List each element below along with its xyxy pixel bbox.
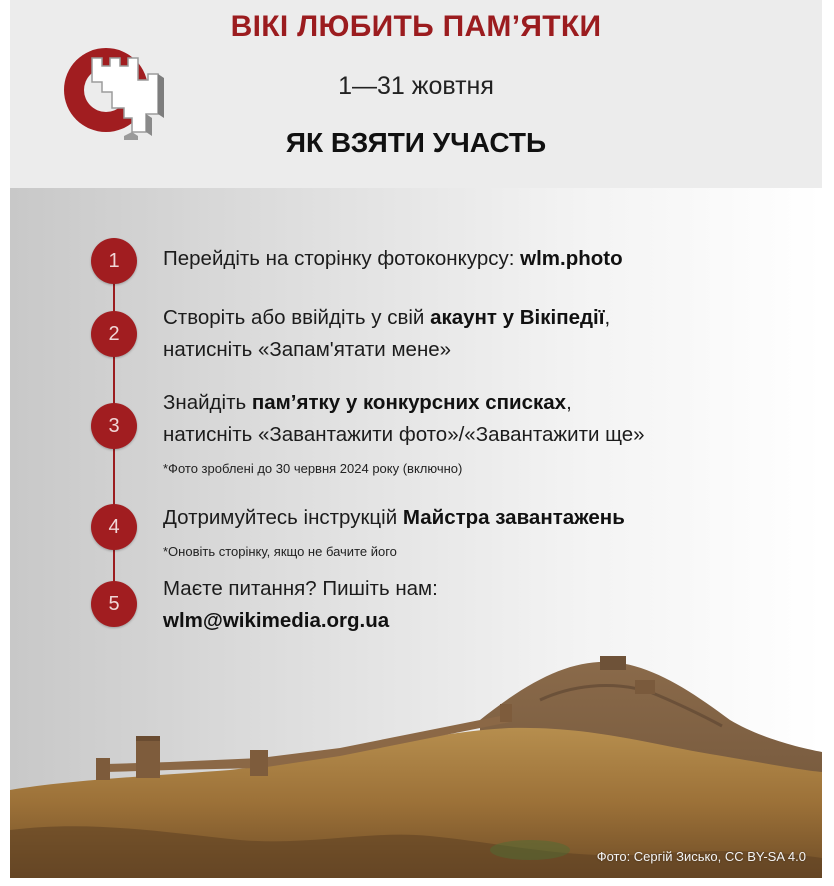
step-1-text: Перейдіть на сторінку фотоконкурсу: bbox=[163, 247, 521, 270]
step-number-1: 1 bbox=[91, 238, 137, 284]
poster-title: ВІКІ ЛЮБИТЬ ПАМ’ЯТКИ bbox=[230, 10, 602, 43]
step-number-5: 5 bbox=[91, 581, 137, 627]
step-2-bold: акаунт у Вікіпедії bbox=[430, 306, 605, 329]
header bbox=[10, 0, 822, 188]
step-4 bbox=[163, 502, 625, 566]
step-2-text: Створіть або ввійдіть у свій bbox=[163, 306, 431, 329]
step-4-text: Дотримуйтесь інструкцій bbox=[163, 506, 403, 529]
step-number-4: 4 bbox=[91, 504, 137, 550]
step-3-text: Знайдіть bbox=[163, 391, 252, 414]
step-3-line2: натисніть «Завантажити фото»/«Завантажити ще» bbox=[163, 423, 645, 446]
step-5 bbox=[163, 573, 438, 637]
contest-dates: 1—31 жовтня bbox=[338, 72, 494, 100]
step-2-suffix: , bbox=[604, 306, 611, 329]
photo-credit: Фото: Сергій Зисько, CC BY-SA 4.0 bbox=[596, 849, 806, 864]
step-5-text: Маєте питання? Пишіть нам: bbox=[163, 577, 438, 600]
section-heading: ЯК ВЗЯТИ УЧАСТЬ bbox=[285, 127, 547, 158]
step-2-line2: натисніть «Запам'ятати мене» bbox=[163, 338, 452, 361]
contact-email[interactable]: wlm@wikimedia.org.ua bbox=[163, 609, 390, 632]
fortress-photo bbox=[10, 640, 822, 878]
step-1 bbox=[163, 243, 623, 275]
step-3 bbox=[163, 387, 645, 483]
step-3-suffix: , bbox=[566, 391, 572, 414]
step-3-note: *Фото зроблені до 30 червня 2024 року (включно) bbox=[163, 461, 463, 476]
step-4-note: *Оновіть сторінку, якщо не бачите його bbox=[163, 544, 397, 559]
step-3-bold: пам’ятку у конкурсних списках bbox=[251, 391, 567, 414]
step-number-2: 2 bbox=[91, 311, 137, 357]
step-1-link[interactable]: wlm.photo bbox=[520, 247, 623, 270]
step-number-3: 3 bbox=[91, 403, 137, 449]
step-4-bold: Майстра завантажень bbox=[402, 506, 625, 529]
step-2 bbox=[163, 302, 610, 366]
poster bbox=[10, 0, 822, 878]
